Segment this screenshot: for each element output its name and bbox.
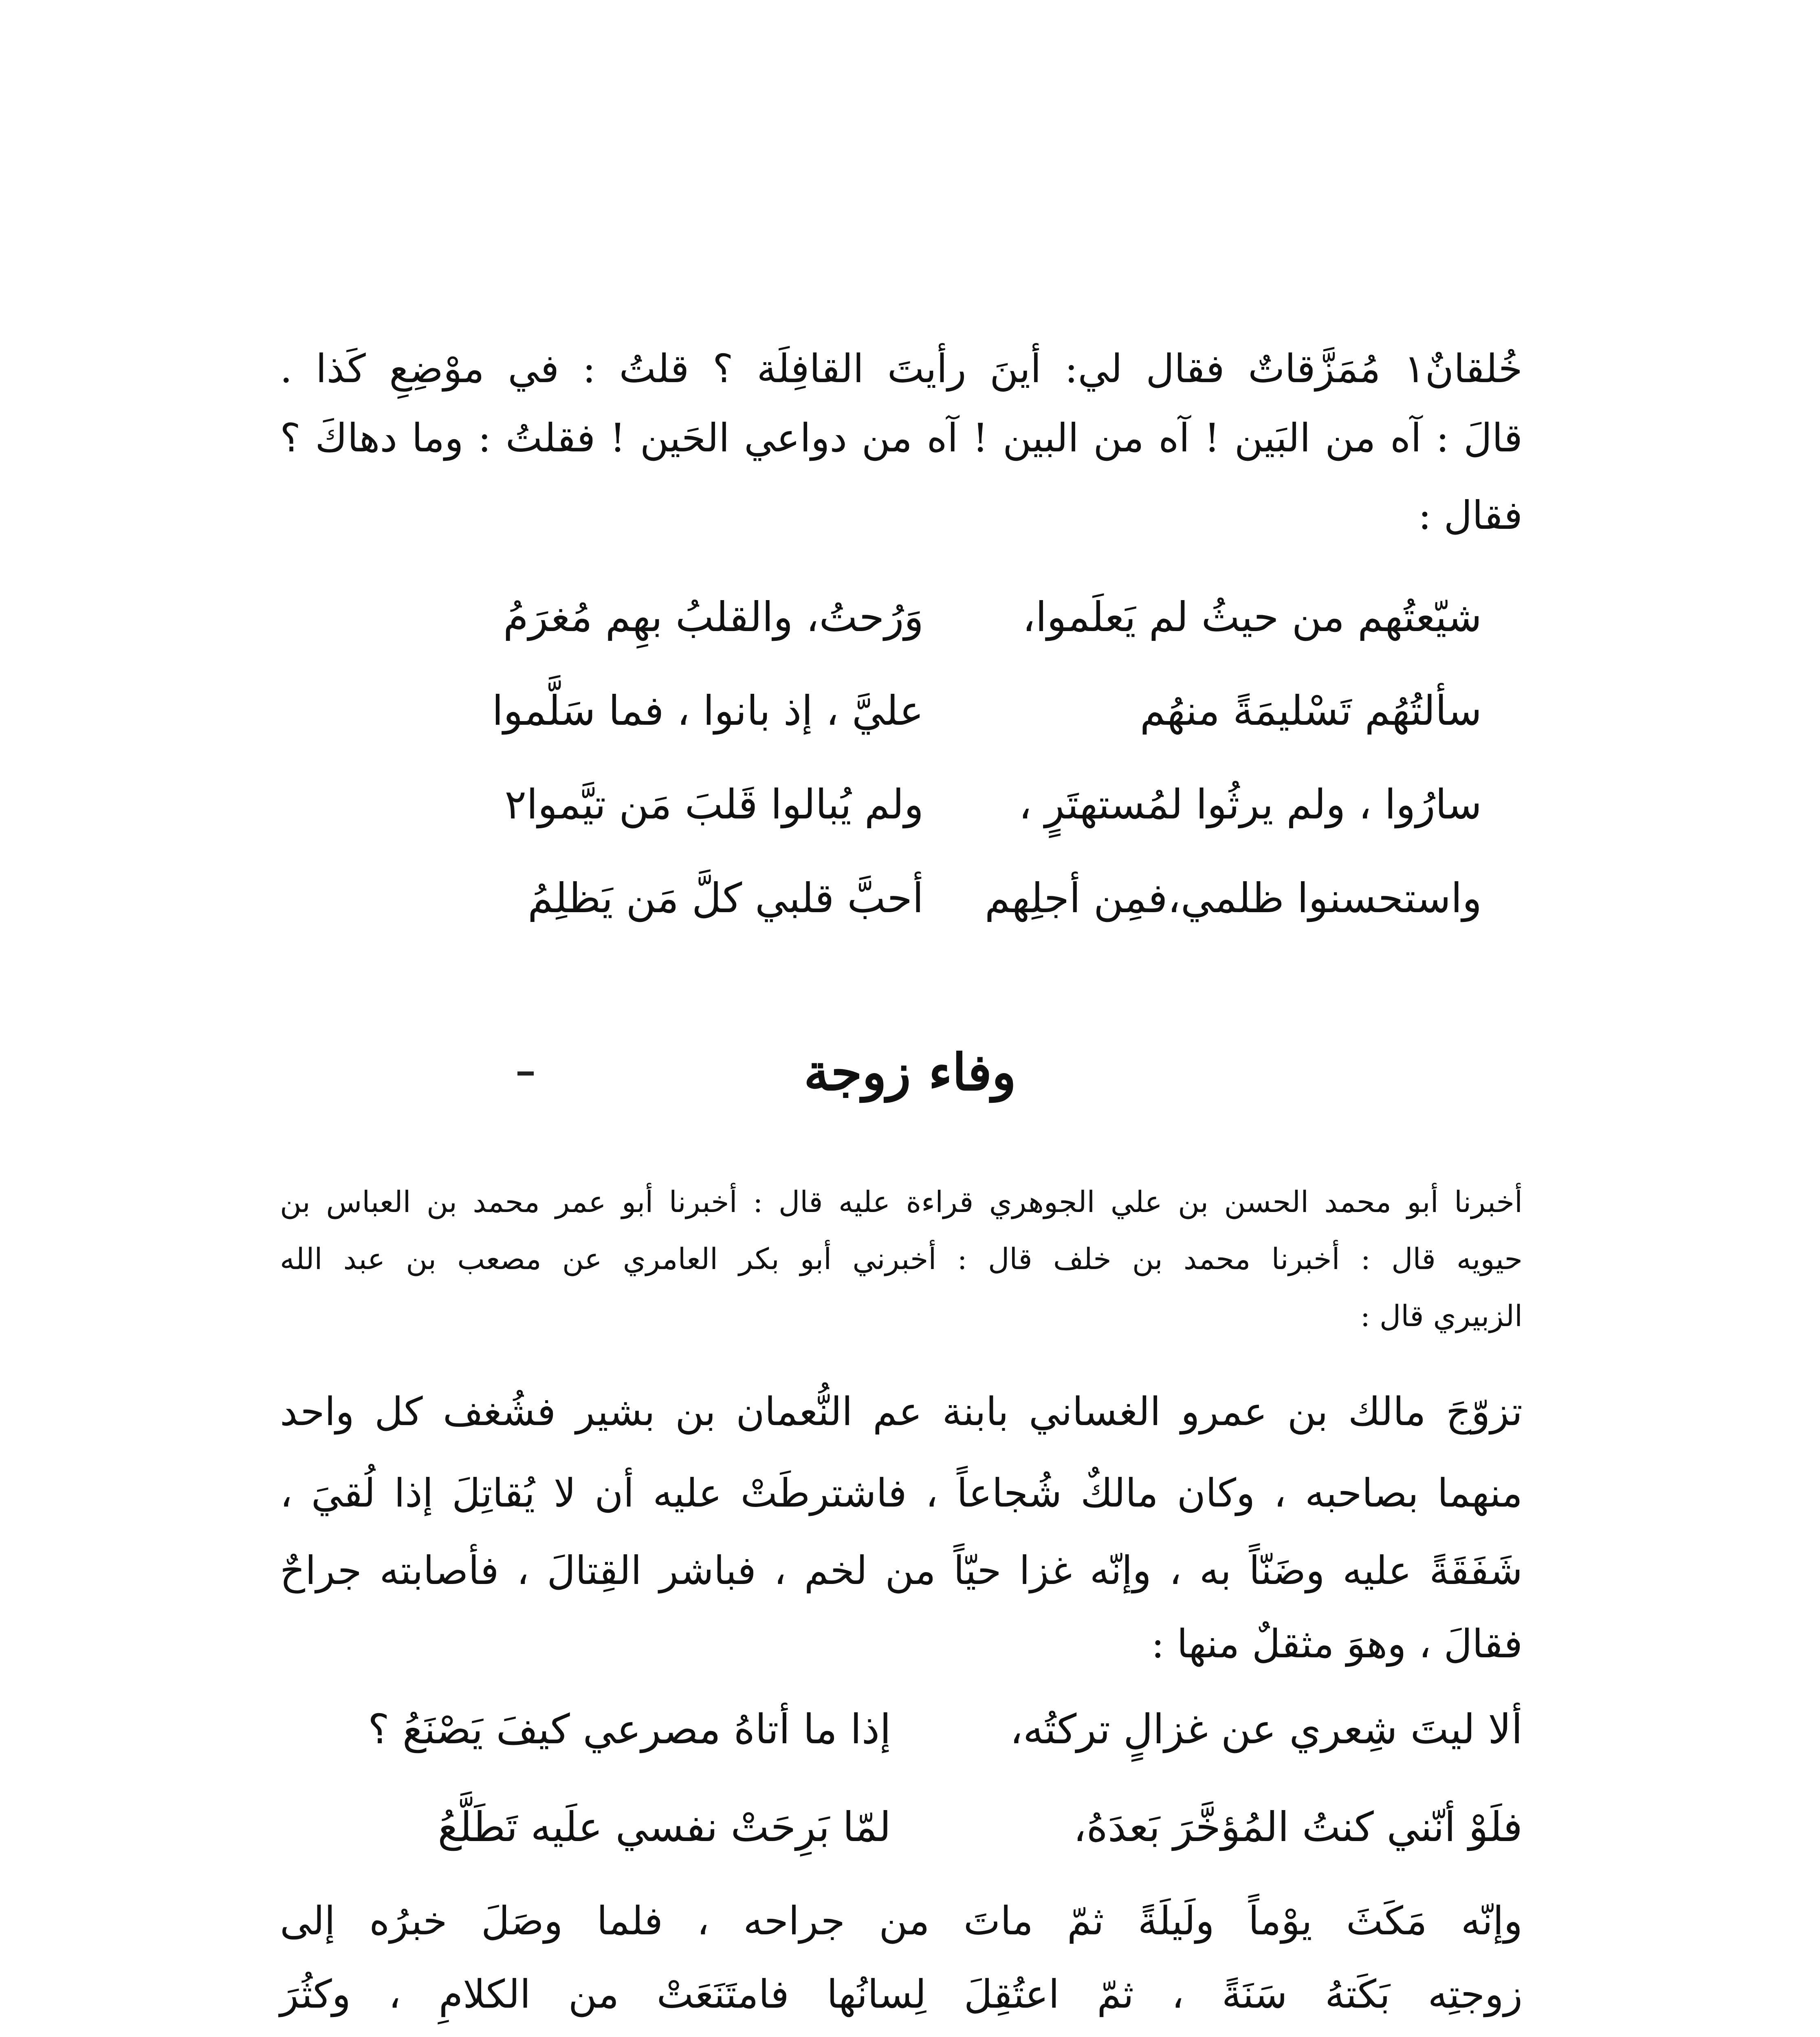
story-line-4: فقالَ ، وهوَ مثقلٌ منها : — [1151, 1621, 1523, 1667]
poem2-verse-1-second: إذا ما أتاهُ مصرعي كيفَ يَصْنَعُ ؟ — [368, 1705, 891, 1753]
story-line-3: شَفَقَةً عليه وضَنّاً به ، وإنّه غزا حيّاً من لخم ، فباشر القِتالَ ، فأصابته جراحٌ — [280, 1548, 1523, 1593]
poem2-verse-2-second: لمّا بَرِحَتْ نفسي علَيه تَطَلَّعُ — [438, 1803, 891, 1851]
poem1-verse-4-first: واستحسنوا ظلمي،فمِن أجلِهم — [984, 874, 1482, 922]
prose-line-2: قالَ : آه من البَين ! آه من البين ! آه من دواعي الحَين ! فقلتُ : وما دهاكَ ؟ — [280, 415, 1523, 461]
poem1-verse-2-first: سألتُهُم تَسْليمَةً منهُم — [1140, 687, 1482, 735]
poem2-verse-2-first: فلَوْ أنّني كنتُ المُؤخَّرَ بَعدَهُ، — [1073, 1803, 1523, 1851]
prose-line-1: خُلقانٌ١ مُمَزَّقاتٌ فقال لي: أينَ رأيتَ القافِلَة ؟ قلتُ : في موْضِعِ كَذا . — [280, 346, 1523, 392]
poem1-verse-3-first: سارُوا ، ولم يرثُوا لمُستهتَرٍ ، — [1019, 781, 1482, 828]
isnad-line-3: الزبيري قال : — [1360, 1299, 1523, 1333]
poem1-verse-3-second: ولم يُبالوا قَلبَ مَن تيَّموا٢ — [504, 781, 924, 828]
ending-line-1: وإنّه مَكَثَ يوْماً ولَيلَةً ثمّ ماتَ من جراحه ، فلما وصَلَ خبرُه إلى — [280, 1898, 1523, 1944]
poem2-verse-1-first: ألا ليتَ شِعري عن غزالٍ تركتُه، — [1010, 1705, 1523, 1753]
ending-line-2: زوجتِه بَكَتهُ سَنَةً ، ثمّ اعتُقِلَ لِسانُها فامتَنَعَتْ من الكلامِ ، وكثُرَ — [280, 1971, 1523, 2017]
isnad-line-2: حيويه قال : أخبرنا محمد بن خلف قال : أخبرني أبو بكر العامري عن مصعب بن عبد الله — [280, 1242, 1523, 1276]
poem1-verse-1-second: وَرُحتُ، والقلبُ بهِم مُغرَمُ — [503, 593, 924, 641]
isnad-line-1: أخبرنا أبو محمد الحسن بن علي الجوهري قراءة عليه قال : أخبرنا أبو عمر محمد بن العباس بن — [280, 1185, 1523, 1219]
poem1-verse-4-second: أحبَّ قلبي كلَّ مَن يَظلِمُ — [528, 874, 924, 922]
section-title: وفاء زوجة — [803, 1043, 1017, 1102]
prose-line-3: فقال : — [1418, 493, 1523, 538]
poem1-verse-1-first: شيّعتُهم من حيثُ لم يَعلَموا، — [1022, 593, 1482, 641]
poem1-verse-2-second: عليَّ ، إذ بانوا ، فما سَلَّموا — [492, 687, 924, 735]
story-line-2: منهما بصاحبه ، وكان مالكٌ شُجاعاً ، فاشترطَتْ عليه أن لا يُقاتِلَ إذا لُقيَ ، — [280, 1470, 1523, 1516]
story-line-1: تزوّجَ مالك بن عمرو الغساني بابنة عم النُّعمان بن بشير فشُغف كل واحد — [280, 1389, 1523, 1434]
